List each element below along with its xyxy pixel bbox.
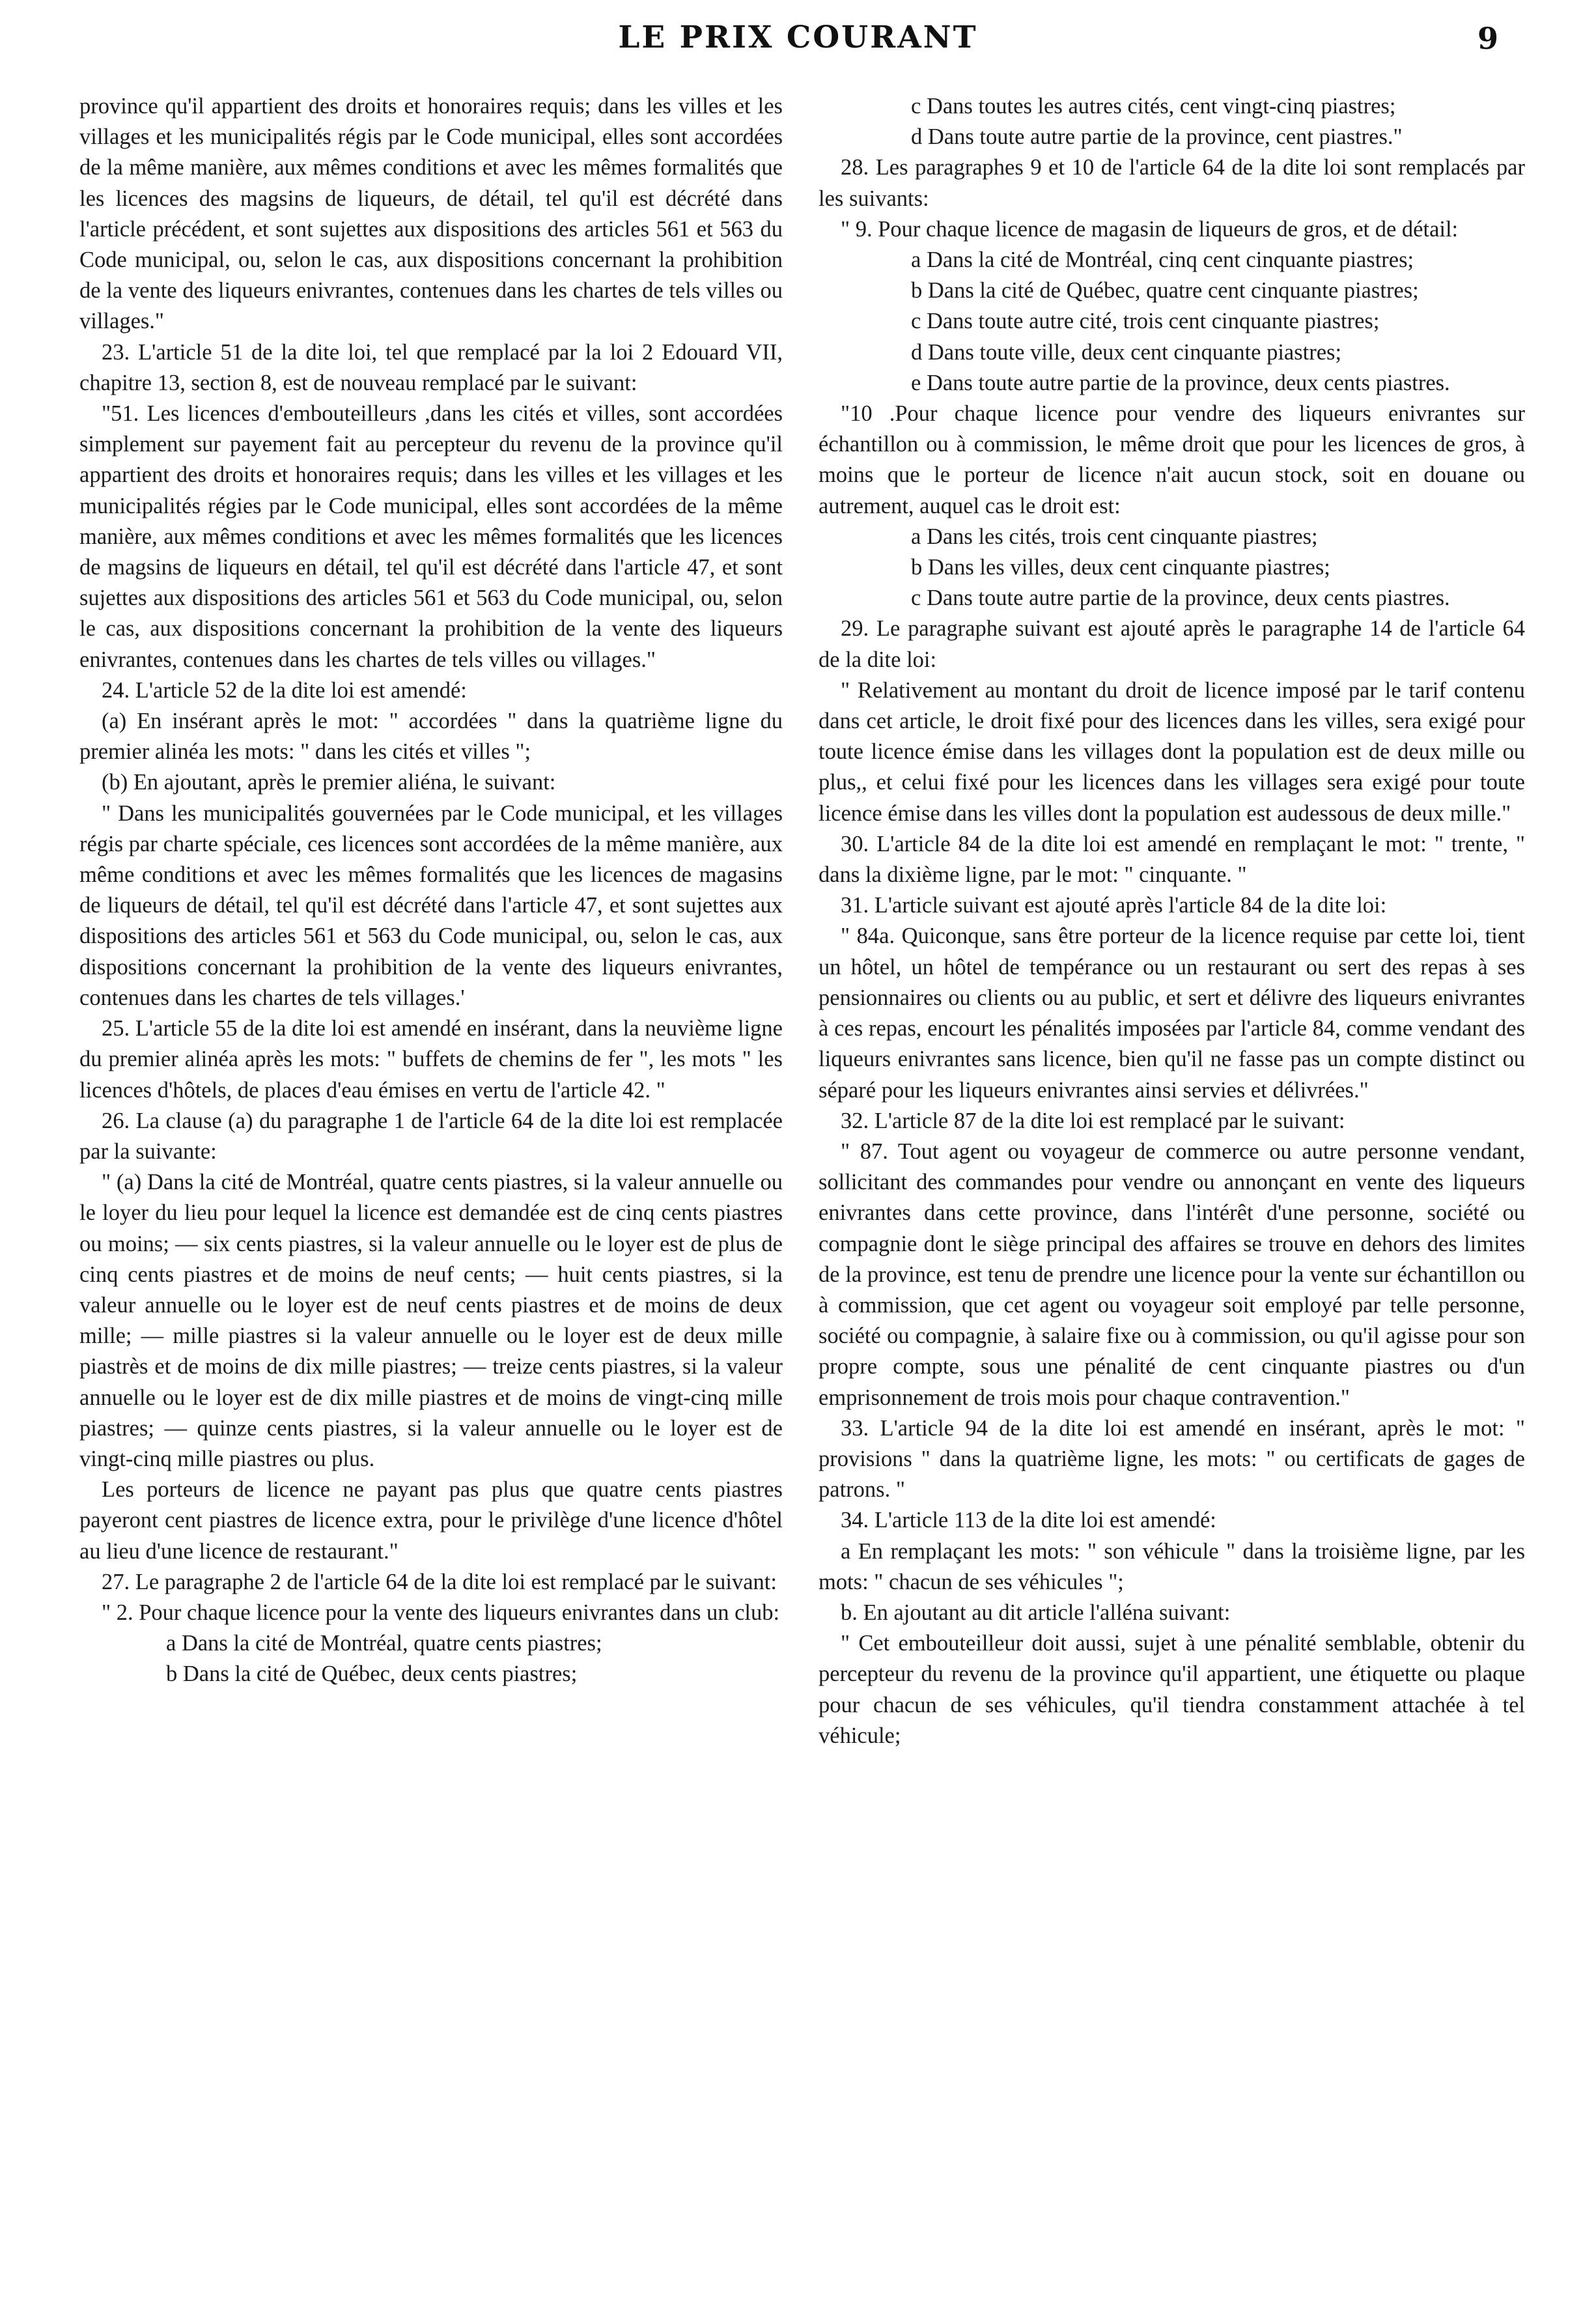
paragraph: " Dans les municipalités gouvernées par le Code municipal, et les villages régis par charte spéciale, ces licences sont accordées de la même manière, aux même conditions et avec les mêmes formalités que les licences de magasins de liqueurs de détail, tel qu'il est décrété dans l'article 47, et sont sujettes aux dispositions des articles 561 et 563 du Code municipal, ou, selon le cas, aux dispositions concernant la prohibition de la vente des liqueurs enivrantes, contenues dans les chartes de tels villages.': [79, 800, 783, 1010]
paragraph: a Dans la cité de Montréal, quatre cents piastres;: [166, 1631, 602, 1656]
left-column: [79, 91, 783, 2286]
paragraph: 25. L'article 55 de la dite loi est amendé en insérant, dans la neuvième ligne du premier alinéa après les mots: " buffets de chemins de fer ", les mots " les licences d'hôtels, de places d'eau émises en vertu de l'article 42. ": [79, 1016, 783, 1103]
paragraph: " Cet embouteilleur doit aussi, sujet à une pénalité semblable, obtenir du percepteur du revenu de la province qu'il appartient, une étiquette ou plaque pour chacun de ses véhicules, qu'il tiendra constamment attachée à tel véhicule;: [819, 1631, 1525, 1748]
paragraph: c Dans toute autre partie de la province, deux cents piastres.: [911, 586, 1450, 611]
paragraph: b Dans la cité de Québec, quatre cent cinquante piastres;: [911, 278, 1419, 304]
paragraph: b. En ajoutant au dit article l'alléna suivant:: [841, 1600, 1231, 1625]
paragraph: 26. La clause (a) du paragraphe 1 de l'article 64 de la dite loi est remplacée par la suivante:: [79, 1108, 783, 1164]
paragraph: 30. L'article 84 de la dite loi est amendé en remplaçant le mot: " trente, " dans la dixième ligne, par le mot: " cinquante. ": [819, 831, 1525, 888]
paragraph: " Relativement au montant du droit de licence imposé par le tarif contenu dans cet article, le droit fixé pour des licences dans les villes, sera exigé pour toute licence émise dans les villages dont la population est de deux mille ou plus,, et celui fixé pour les licences dans les villages sera exigé pour toute licence émise dans les villes dont la population est audessous de deux mille.": [819, 677, 1525, 826]
paragraph: "51. Les licences d'embouteilleurs ,dans les cités et villes, sont accordées simplement sur payement fait au percepteur du revenu de la province qu'il appartient des droits et honoraires requis; dans les villes et les villages et les municipalités régies par le Code municipal, elles sont accordées de la même manière, aux mêmes conditions et avec les mêmes formalités que les licences de magsins de liqueurs en détail, tel qu'il est décrété dans l'article 47, et sont sujettes aux dispositions des articles 561 et 563 du Code municipal, ou, selon le cas, aux dispositions concernant la prohibition de la vente des liqueurs enivrantes, contenues dans les chartes de tels villes ou villages.": [79, 401, 783, 672]
paragraph: province qu'il appartient des droits et honoraires requis; dans les villes et les villages et les municipalités régis par le Code municipal, elles sont accordées de la même manière, aux mêmes conditions et avec les mêmes formalités que les licences des magsins de liqueurs, de détail, tel qu'il est décrété dans l'article précédent, et sont sujettes aux dispositions des articles 561 et 563 du Code municipal, ou, selon le cas, aux dispositions concernant la prohibition de la vente des liqueurs enivrantes, contenues dans les chartes de tels villes ou villages.": [79, 94, 783, 334]
page-number: 9: [1477, 21, 1498, 56]
paragraph: 33. L'article 94 de la dite loi est amendé en insérant, après le mot: " provisions " dans la quatrième ligne, les mots: " ou certificats de gages de patrons. ": [819, 1415, 1525, 1503]
paragraph: 34. L'article 113 de la dite loi est amendé:: [841, 1508, 1216, 1533]
paragraph: b Dans la cité de Québec, deux cents piastres;: [166, 1661, 578, 1687]
paragraph: a Dans la cité de Montréal, cinq cent cinquante piastres;: [911, 247, 1414, 273]
paragraph: 27. Le paragraphe 2 de l'article 64 de la dite loi est remplacé par le suivant:: [102, 1569, 777, 1594]
paragraph: (a) En insérant après le mot: " accordées " dans la quatrième ligne du premier alinéa les mots: " dans les cités et villes ";: [79, 709, 783, 765]
paragraph: b Dans les villes, deux cent cinquante piastres;: [911, 555, 1330, 580]
paragraph: d Dans toute autre partie de la province, cent piastres.": [911, 124, 1403, 150]
paragraph: (b) En ajoutant, après le premier aliéna, le suivant:: [102, 770, 556, 795]
page-header: [0, 20, 1596, 72]
paragraph: c Dans toutes les autres cités, cent vingt-cinq piastres;: [911, 94, 1396, 119]
paragraph: 28. Les paragraphes 9 et 10 de l'article 64 de la dite loi sont remplacés par les suivants:: [819, 155, 1525, 211]
paragraph: " 84a. Quiconque, sans être porteur de la licence requise par cette loi, tient un hôtel, un hôtel de tempérance ou un restaurant ou sert des repas à ses pensionnaires ou clients ou au public, et sert et délivre des liqueurs enivrantes à ces repas, encourt les pénalités imposées par l'article 84, comme vendant des liqueurs enivrantes sans licence, bien qu'il ne fasse pas un compte distinct ou séparé pour les liqueurs enivrantes ainsi servies et délivrées.": [819, 924, 1525, 1103]
paragraph: 31. L'article suivant est ajouté après l'article 84 de la dite loi:: [841, 893, 1387, 918]
paragraph: 29. Le paragraphe suivant est ajouté après le paragraphe 14 de l'article 64 de la dite loi:: [819, 616, 1525, 672]
paragraph: " 9. Pour chaque licence de magasin de liqueurs de gros, et de détail:: [841, 216, 1459, 242]
paragraph: 23. L'article 51 de la dite loi, tel que remplacé par la loi 2 Edouard VII, chapitre 13, section 8, est de nouveau remplacé par le suivant:: [79, 339, 783, 395]
paragraph: " 87. Tout agent ou voyageur de commerce ou autre personne vendant, sollicitant des commandes pour vendre ou annonçant en vente des liqueurs enivrantes dans cette province, dans l'intérêt d'une personne, société ou compagnie dont le siège principal des affaires se trouve en dehors des limites de la province, est tenu de prendre une licence pour la vente sur échantillon ou à commission, que cet agent ou voyageur soit employé par telle personne, société ou compagnie, à salaire fixe ou à commission, ou qu'il agisse pour son propre compte, sous une pénalité de cent cinquante piastres ou d'un emprisonnement de trois mois pour chaque contravention.": [819, 1138, 1525, 1410]
paragraph: Les porteurs de licence ne payant pas plus que quatre cents piastres payeront cent piastres de licence extra, pour le privilège d'une licence d'hôtel au lieu d'une licence de restaurant.": [79, 1477, 783, 1564]
paragraph: c Dans toute autre cité, trois cent cinquante piastres;: [911, 309, 1380, 334]
paragraph: d Dans toute ville, deux cent cinquante piastres;: [911, 339, 1342, 365]
paragraph: e Dans toute autre partie de la province, deux cents piastres.: [911, 370, 1450, 395]
right-column: [819, 91, 1525, 2286]
paragraph: a En remplaçant les mots: " son véhicule " dans la troisième ligne, par les mots: " chacun de ses véhicules ";: [819, 1538, 1525, 1594]
paragraph: " 2. Pour chaque licence pour la vente des liqueurs enivrantes dans un club:: [102, 1600, 780, 1625]
paragraph: a Dans les cités, trois cent cinquante piastres;: [911, 524, 1318, 549]
paragraph: " (a) Dans la cité de Montréal, quatre cents piastres, si la valeur annuelle ou le loyer du lieu pour lequel la licence est demandée est de cinq cents piastres ou moins; — six cents piastres, si la valeur annuelle ou le loyer est de plus de cinq cents piastres et de moins de neuf cents; — huit cents piastres, si la valeur annuelle ou le loyer est de neuf cents piastres et de moins de deux mille; — mille piastres si la valeur annuelle ou le loyer est de deux mille piastrès et de moins de dix mille piastres; — treize cents piastres, si la valeur annuelle ou le loyer est de dix mille piastres et de moins de vingt-cinq mille piastres; — quinze cents piastres, si la valeur annuelle ou le loyer est de vingt-cinq mille piastres ou plus.: [79, 1170, 783, 1471]
page-title: LE PRIX COURANT: [618, 20, 978, 55]
paragraph: 24. L'article 52 de la dite loi est amendé:: [102, 677, 467, 703]
paragraph: "10 .Pour chaque licence pour vendre des liqueurs enivrantes sur échantillon ou à commission, le même droit que pour les licences de gros, à moins que le porteur de licence n'ait aucun stock, soit en douane ou autrement, auquel cas le droit est:: [819, 401, 1525, 518]
paragraph: 32. L'article 87 de la dite loi est remplacé par le suivant:: [841, 1108, 1345, 1133]
